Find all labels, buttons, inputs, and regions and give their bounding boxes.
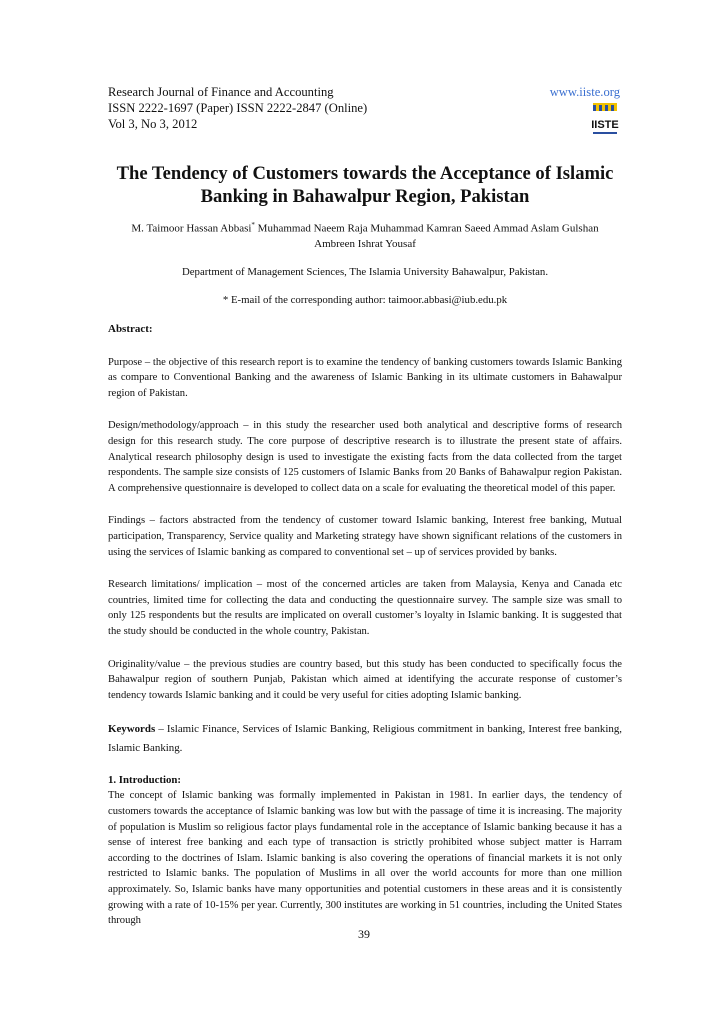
journal-issn: ISSN 2222-1697 (Paper) ISSN 2222-2847 (Online) bbox=[108, 101, 368, 115]
introduction-heading: 1. Introduction: bbox=[108, 774, 181, 787]
paper-title: The Tendency of Customers towards the Acceptance of Islamic Banking in Bahawalpur Region, Pakistan bbox=[116, 163, 614, 207]
journal-volume: Vol 3, No 3, 2012 bbox=[108, 117, 198, 131]
keywords-text: – Islamic Finance, Services of Islamic Banking, Religious commitment in banking, Interest free banking, Islamic Banking. bbox=[108, 723, 622, 755]
abstract-purpose: Purpose – the objective of this research report is to examine the tendency of banking customers towards Islamic Banking as compare to Conventional Banking and the awareness of Islamic Banking in its ultimate customers in Bahawalpur region of Pakistan. bbox=[108, 356, 622, 399]
keywords bbox=[108, 720, 622, 758]
abstract-originality: Originality/value – the previous studies are country based, but this study has been conducted to specifically focus the Bahawalpur region of southern Punjab, Pakistan which aimed at identifying the accurate response of customer’s tendency towards Islamic banking and it could be very useful for cities adopting Islamic banking. bbox=[108, 658, 622, 701]
paper-page bbox=[108, 84, 622, 929]
abstract-limitations: Research limitations/ implication – most of the concerned articles are taken from Malaysia, Kenya and Canada etc countries, limited time for collecting the data and conducting the questionnaire survey. The sample size was small to only 125 respondents but the results are implicated on overall customer’s loyalty in Islamic banking. It is suggested that the study should be conducted in the whole country, Pakistan. bbox=[108, 579, 622, 637]
author-list bbox=[108, 218, 622, 252]
corresponding-email: * E-mail of the corresponding author: taimoor.abbasi@iub.edu.pk bbox=[222, 293, 508, 306]
introduction-text: The concept of Islamic banking was formally implemented in Pakistan in 1981. In earlier days, the tendency of customers towards the acceptance of Islamic banking was low but with the passage of time it is increasing. The majority of population is Muslim so religious factor plays fundamental role in the acceptance of Islamic banking because it has a sense of interest free banking and each type of transaction is strictly prohibited whose subject matter is Harram according to the doctrines of Islam. Islamic banking is also covering the operations of financial markets it is not only restricted to Islamic banks. The population of Muslims in all over the world accounts for more than one million approximately. So, Islamic banks have many opportunities and potential customers in these areas and it is consistently growing with a rate of 10-15% per year. Currently, 300 institutes are working in 51 countries, including the United States through bbox=[108, 790, 622, 927]
abstract-heading: Abstract: bbox=[108, 322, 153, 335]
affiliation: Department of Management Sciences, The Islamia University Bahawalpur, Pakistan. bbox=[181, 265, 549, 278]
page-number: 39 bbox=[358, 927, 370, 941]
journal-website-link[interactable]: www.iiste.org bbox=[549, 85, 620, 99]
first-author: M. Taimoor Hassan Abbasi bbox=[131, 222, 252, 235]
abstract-design: Design/methodology/approach – in this study the researcher used both analytical and descriptive forms of research design for this research study. The core purpose of descriptive research is to illustrate the present state of affairs. Analytical research philosophy design is used to investigate the existing facts from the data collected from the target respondents. The sample size consists of 125 customers of Islamic Banks from 20 Banks of Bahawalpur region Pakistan. A comprehensive questionnaire is developed to collect data on a scale for evaluating the theoretical model of this paper. bbox=[108, 420, 622, 494]
abstract-findings: Findings – factors abstracted from the tendency of customer toward Islamic banking, Interest free banking, Mutual participation, Transparency, Service quality and Marketing strategy have shown significant relations of the customers in using the services of Islamic banking as compared to conventional set – up of services provided by banks. bbox=[108, 515, 622, 558]
iiste-logo-icon bbox=[590, 102, 620, 140]
keywords-label: Keywords bbox=[108, 723, 156, 736]
journal-name: Research Journal of Finance and Accounting bbox=[108, 85, 334, 99]
journal-header bbox=[108, 84, 622, 132]
corresponding-mark: * bbox=[251, 221, 255, 229]
other-authors: Muhammad Naeem Raja Muhammad Kamran Saeed Ammad Aslam Gulshan Ambreen Ishrat Yousaf bbox=[254, 222, 599, 250]
logo-text: IISTE bbox=[591, 119, 619, 131]
